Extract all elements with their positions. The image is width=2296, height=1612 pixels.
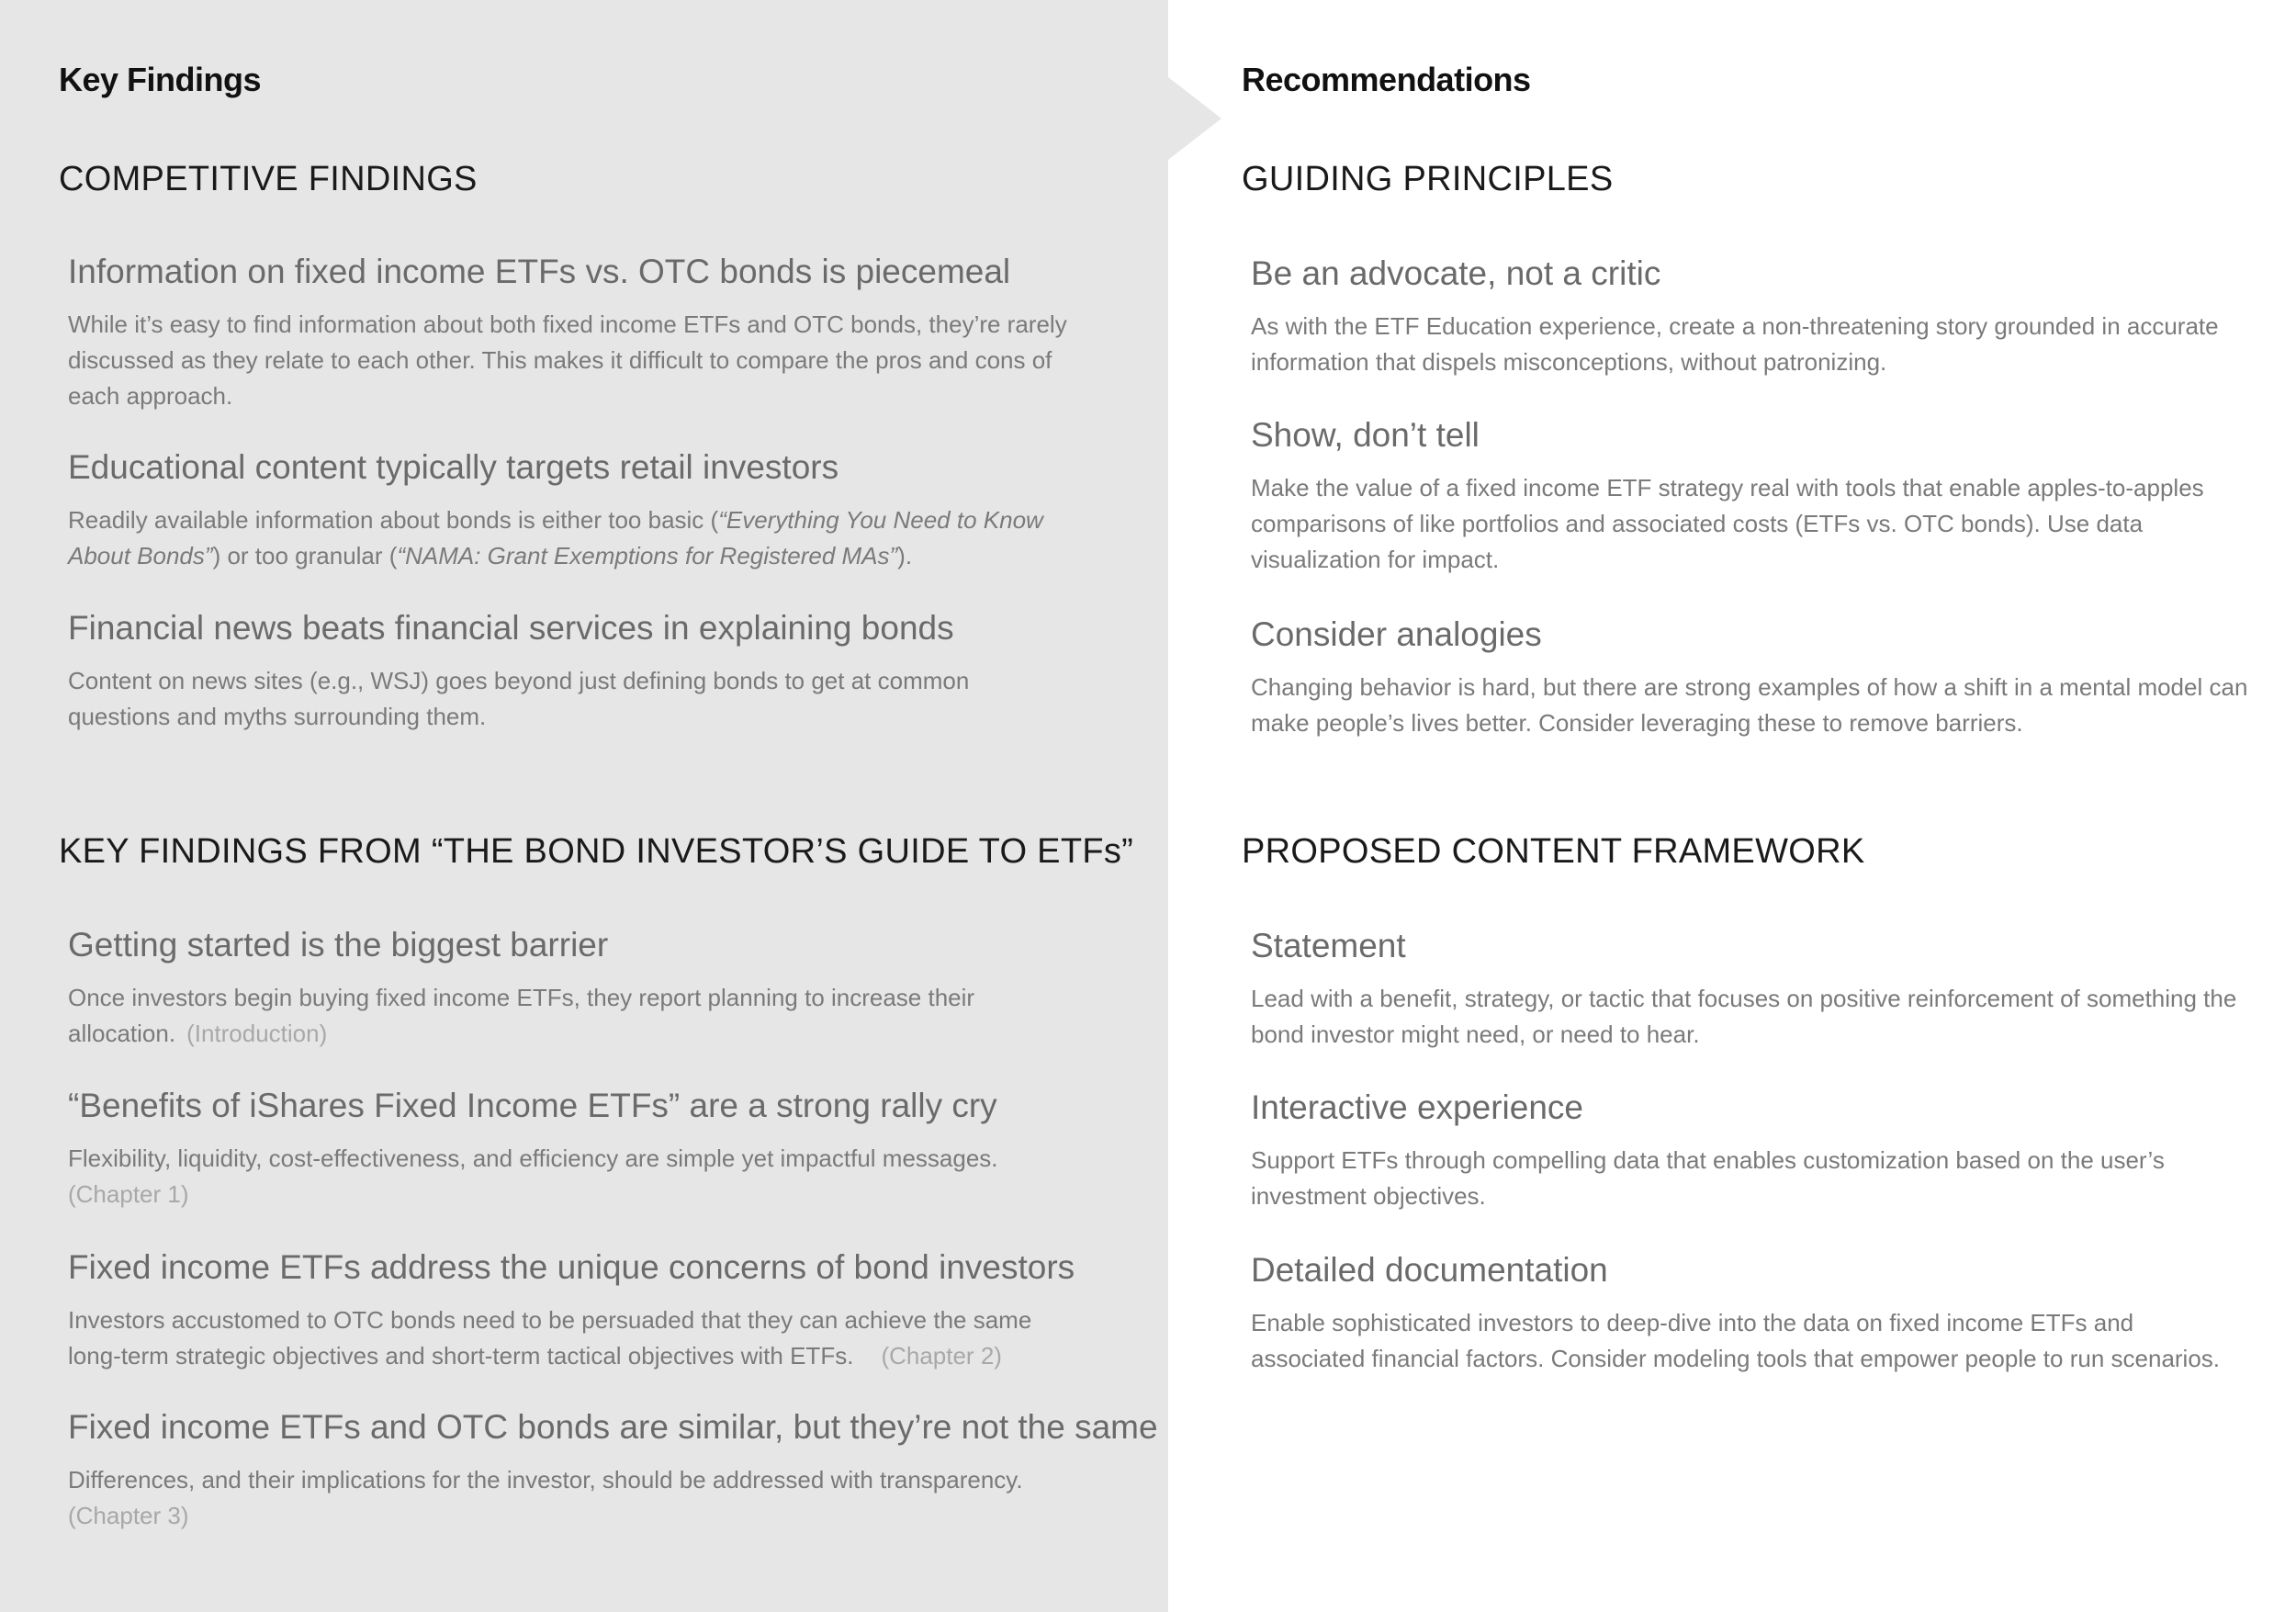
finding-body: While it’s easy to find information about both fixed income ETFs and OTC bonds, they’re rarely discussed as they relate to each other. This makes it difficult to compare the pros and cons of each approach. [68,310,1067,410]
principle-title: Be an advocate, not a critic [1251,254,1661,292]
finding-title: Information on fixed income ETFs vs. OTC bonds is piecemeal [68,253,1011,290]
body-quote: “Everything You Need to Know About Bonds” [68,506,1043,569]
competitive-findings-heading: COMPETITIVE FINDINGS [59,160,478,198]
finding-body [68,980,1014,1052]
body-text: Once investors begin buying fixed income ETFs, they report planning to increase their allocation. [68,984,975,1047]
principle-body: Changing behavior is hard, but there are strong examples of how a shift in a mental model can make people’s lives better. Consider leveraging these to remove barriers. [1251,673,2248,737]
principle-body: As with the ETF Education experience, create a non-threatening story grounded in accurate information that dispels misconceptions, without patronizing. [1251,312,2219,376]
framework-body: Enable sophisticated investors to deep-dive into the data on fixed income ETFs and associated financial factors. Consider modeling tools that empower people to run scenarios. [1251,1309,2221,1372]
recommendations-title: Recommendations [1242,61,1531,98]
finding-body [68,1302,1051,1374]
framework-title: Interactive experience [1251,1088,1583,1126]
body-text: Flexibility, liquidity, cost-effectiveness, and efficiency are simple yet impactful messages. [68,1144,998,1172]
chapter-reference: (Chapter 1) [68,1180,189,1208]
finding-title: Educational content typically targets retail investors [68,448,839,486]
finding-title: Fixed income ETFs and OTC bonds are similar, but they’re not the same [68,1408,1158,1446]
finding-item [68,1086,1069,1212]
finding-item [68,1247,1075,1374]
principle-item [1251,614,2252,741]
chapter-reference: (Chapter 3) [68,1502,189,1529]
finding-item [68,925,1069,1052]
finding-item [68,447,1069,574]
finding-body [68,502,1069,574]
body-text: ). [897,542,913,569]
framework-item [1251,1088,2252,1214]
chapter-reference: (Introduction) [186,1020,328,1047]
guide-findings-heading: KEY FINDINGS FROM “THE BOND INVESTOR’S GUIDE TO ETFs” [59,832,1134,871]
finding-item [68,608,1069,735]
body-text: Investors accustomed to OTC bonds need to be persuaded that they can achieve the same long-term strategic objectives and short-term tactical objectives with ETFs. [68,1306,1032,1370]
principle-title: Show, don’t tell [1251,416,1480,454]
body-text: ) or too granular ( [212,542,398,569]
finding-body: Content on news sites (e.g., WSJ) goes beyond just defining bonds to get at common questions and myths surrounding them. [68,667,970,730]
finding-item [68,252,1069,414]
body-text: Readily available information about bonds is either too basic ( [68,506,719,534]
framework-title: Statement [1251,927,1406,964]
content-framework-heading: PROPOSED CONTENT FRAMEWORK [1242,832,1865,871]
framework-item [1251,926,2252,1053]
finding-body [68,1462,1051,1534]
framework-title: Detailed documentation [1251,1251,1608,1289]
finding-title: Getting started is the biggest barrier [68,926,609,964]
principle-body: Make the value of a fixed income ETF strategy real with tools that enable apples-to-apples comparisons of like portfolios and associated costs (ETFs vs. OTC bonds). Use data visualization for impact. [1251,474,2204,573]
framework-body: Support ETFs through compelling data that enables customization based on the user’s investment objectives. [1251,1146,2165,1210]
guiding-principles-heading: GUIDING PRINCIPLES [1242,160,1614,198]
key-findings-title: Key Findings [59,61,262,98]
framework-item [1251,1250,2252,1377]
finding-item [68,1407,1158,1534]
principle-title: Consider analogies [1251,615,1542,653]
principle-item [1251,254,2252,380]
finding-title: Financial news beats financial services in explaining bonds [68,609,954,647]
chapter-reference: (Chapter 2) [881,1342,1002,1370]
body-text: Differences, and their implications for the investor, should be addressed with transparency. [68,1466,1023,1494]
framework-body: Lead with a benefit, strategy, or tactic that focuses on positive reinforcement of something the bond investor might need, or need to hear. [1251,985,2237,1048]
finding-title: Fixed income ETFs address the unique concerns of bond investors [68,1248,1075,1286]
principle-item [1251,415,2252,578]
finding-title: “Benefits of iShares Fixed Income ETFs” are a strong rally cry [68,1087,997,1124]
body-quote: “NAMA: Grant Exemptions for Registered MAs” [397,542,898,569]
finding-body [68,1141,1051,1212]
panel-arrow-divider [1168,77,1221,160]
